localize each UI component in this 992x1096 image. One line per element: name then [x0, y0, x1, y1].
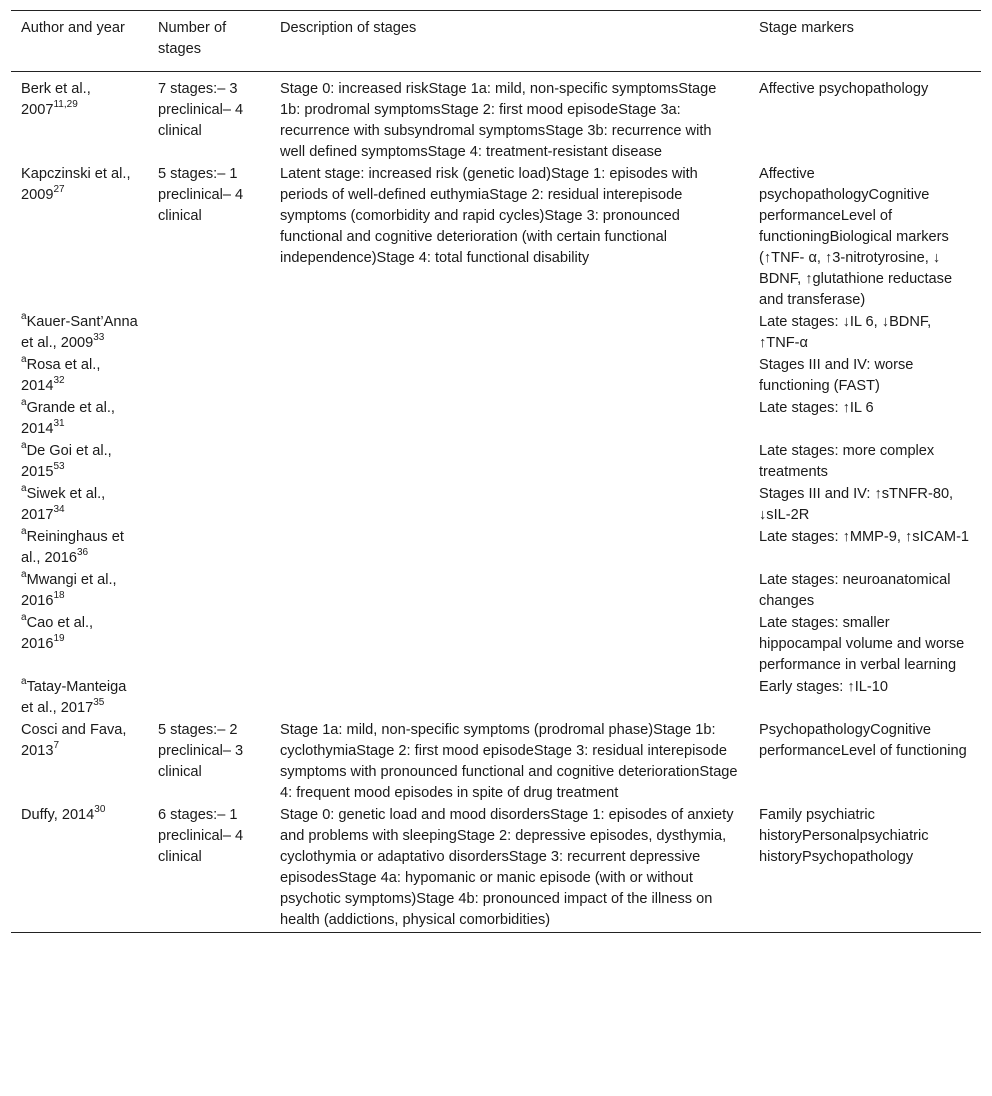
table-row — [11, 570, 981, 613]
author-text: Cosci and Fava, 2013 — [21, 722, 127, 759]
footnote-marker: a — [21, 483, 27, 495]
cell-description-of-stages — [270, 613, 749, 677]
author-text: Tatay-Manteiga et al., 2017 — [21, 679, 127, 716]
table-row — [11, 441, 981, 484]
cell-author-year — [11, 570, 148, 613]
cell-number-of-stages — [148, 613, 270, 677]
cell-stage-markers: Late stages: smaller hippocampal volume and worse performance in verbal learning — [759, 615, 965, 673]
author-text: Rosa et al., 2014 — [21, 357, 101, 394]
cell-description-of-stages — [270, 677, 749, 720]
cell-stage-markers: Family psychiatric historyPersonalpsychiatric historyPsychopathology — [759, 807, 929, 865]
author-text: Cao et al., 2016 — [21, 615, 94, 652]
reference-number: 53 — [53, 461, 65, 473]
cell-number-of-stages: 6 stages:– 1 preclinical– 4 clinical — [158, 807, 244, 865]
footnote-marker: a — [21, 676, 27, 688]
reference-number: 27 — [53, 184, 65, 196]
cell-number-of-stages — [148, 677, 270, 720]
cell-description-of-stages — [270, 527, 749, 570]
table-row — [11, 720, 981, 805]
cell-author-year — [11, 720, 148, 805]
cell-number-of-stages — [148, 355, 270, 398]
header-author-year: Author and year — [21, 20, 125, 36]
cell-stage-markers: Late stages: more complex treatments — [759, 443, 935, 480]
cell-description-of-stages — [270, 441, 749, 484]
cell-author-year — [11, 72, 148, 165]
reference-number: 36 — [77, 547, 89, 559]
reference-number: 32 — [53, 375, 65, 387]
cell-stage-markers: PsychopathologyCognitive performanceLevel of functioning — [759, 722, 967, 759]
footnote-marker: a — [21, 354, 27, 366]
reference-number: 34 — [53, 504, 65, 516]
staging-table-container — [11, 10, 981, 933]
table-row — [11, 677, 981, 720]
reference-number: 33 — [93, 332, 105, 344]
reference-number: 18 — [53, 590, 65, 602]
cell-description-of-stages — [270, 398, 749, 441]
cell-description-of-stages: Stage 0: increased riskStage 1a: mild, non-specific symptomsStage 1b: prodromal symptomsStage 2: first mood episodeStage 3a: recurrence with subsyndromal symptomsStage 3b: recurrence with well defined symptomsStage 4: treatment-resistant disease — [280, 81, 717, 160]
cell-stage-markers: Stages III and IV: ↑sTNFR-80, ↓sIL-2R — [759, 486, 954, 523]
reference-number: 35 — [93, 697, 105, 709]
cell-author-year — [11, 312, 148, 355]
cell-author-year — [11, 805, 148, 933]
author-text: Reininghaus et al., 2016 — [21, 529, 124, 566]
cell-number-of-stages — [148, 398, 270, 441]
cell-stage-markers: Stages III and IV: worse functioning (FAST) — [759, 357, 914, 394]
cell-number-of-stages — [148, 441, 270, 484]
footnote-marker: a — [21, 397, 27, 409]
footnote-marker: a — [21, 440, 27, 452]
cell-number-of-stages: 5 stages:– 2 preclinical– 3 clinical — [158, 722, 244, 780]
table-row — [11, 398, 981, 441]
header-description-of-stages: Description of stages — [280, 20, 417, 36]
author-text: Berk et al., 2007 — [21, 81, 91, 118]
table-row — [11, 72, 981, 165]
cell-stage-markers: Affective psychopathologyCognitive performanceLevel of functioningBiological markers (↑TNF- α, ↑3-nitrotyrosine, ↓ BDNF, ↑glutathione reductase and transferase) — [759, 166, 953, 308]
table-row — [11, 484, 981, 527]
cell-stage-markers: Late stages: neuroanatomical changes — [759, 572, 951, 609]
cell-stage-markers: Late stages: ↑MMP-9, ↑sICAM-1 — [759, 529, 970, 545]
author-text: Kauer-Sant’Anna et al., 2009 — [21, 314, 138, 351]
footnote-marker: a — [21, 612, 27, 624]
table-body — [11, 72, 981, 933]
table-row — [11, 164, 981, 312]
cell-number-of-stages — [148, 312, 270, 355]
cell-author-year — [11, 677, 148, 720]
cell-author-year — [11, 613, 148, 677]
staging-models-table — [11, 10, 981, 933]
cell-description-of-stages — [270, 355, 749, 398]
cell-description-of-stages: Stage 1a: mild, non-specific symptoms (prodromal phase)Stage 1b: cyclothymiaStage 2: first mood episodeStage 3: residual interepisode symptoms with pronounced functional and cognitive deteriorationStage 4: frequent mood episodes in spite of drug treatment — [280, 722, 738, 801]
table-row — [11, 355, 981, 398]
table-header-row — [11, 11, 981, 72]
cell-description-of-stages — [270, 484, 749, 527]
reference-number: 7 — [53, 740, 60, 752]
cell-number-of-stages: 7 stages:– 3 preclinical– 4 clinical — [158, 81, 244, 139]
cell-description-of-stages: Latent stage: increased risk (genetic load)Stage 1: episodes with periods of well-defined euthymiaStage 2: residual interepisode symptoms (comorbidity and rapid cycles)Stage 3: pronounced functional and cognitive deterioration (with certain functional independence)Stage 4: total functional disability — [280, 166, 698, 266]
author-text: Mwangi et al., 2016 — [21, 572, 117, 609]
author-text: De Goi et al., 2015 — [21, 443, 112, 480]
cell-stage-markers: Early stages: ↑IL-10 — [759, 679, 888, 695]
cell-stage-markers: Late stages: ↓IL 6, ↓BDNF, ↑TNF-α — [759, 314, 932, 351]
reference-number: 19 — [53, 633, 65, 645]
cell-description-of-stages — [270, 312, 749, 355]
cell-number-of-stages — [148, 527, 270, 570]
reference-number: 31 — [53, 418, 65, 430]
author-text: Siwek et al., 2017 — [21, 486, 106, 523]
table-row — [11, 312, 981, 355]
cell-number-of-stages — [148, 484, 270, 527]
cell-author-year — [11, 441, 148, 484]
cell-description-of-stages: Stage 0: genetic load and mood disordersStage 1: episodes of anxiety and problems with sleepingStage 2: depressive episodes, dysthymia, cyclothymia or adaptativo disordersStage 3: recurrent depressive episodesStage 4a: hypomanic or manic episode (with or without psychotic symptoms)Stage 4b: pronounced impact of the illness on health (addictions, physical comorbidities) — [280, 807, 734, 928]
cell-author-year — [11, 527, 148, 570]
cell-stage-markers: Late stages: ↑IL 6 — [759, 400, 874, 416]
cell-author-year — [11, 164, 148, 312]
author-text: Grande et al., 2014 — [21, 400, 115, 437]
footnote-marker: a — [21, 569, 27, 581]
author-text: Kapczinski et al., 2009 — [21, 166, 131, 203]
reference-number: 30 — [94, 804, 106, 816]
cell-author-year — [11, 398, 148, 441]
cell-author-year — [11, 484, 148, 527]
header-number-of-stages: Number of stages — [158, 20, 227, 57]
reference-number: 11,29 — [53, 99, 78, 111]
footnote-marker: a — [21, 526, 27, 538]
footnote-marker: a — [21, 311, 27, 323]
table-row — [11, 527, 981, 570]
cell-description-of-stages — [270, 570, 749, 613]
author-text: Duffy, 2014 — [21, 807, 95, 823]
cell-stage-markers: Affective psychopathology — [759, 81, 929, 97]
cell-number-of-stages: 5 stages:– 1 preclinical– 4 clinical — [158, 166, 244, 224]
table-row — [11, 805, 981, 933]
header-stage-markers: Stage markers — [759, 20, 854, 36]
cell-author-year — [11, 355, 148, 398]
table-row — [11, 613, 981, 677]
cell-number-of-stages — [148, 570, 270, 613]
